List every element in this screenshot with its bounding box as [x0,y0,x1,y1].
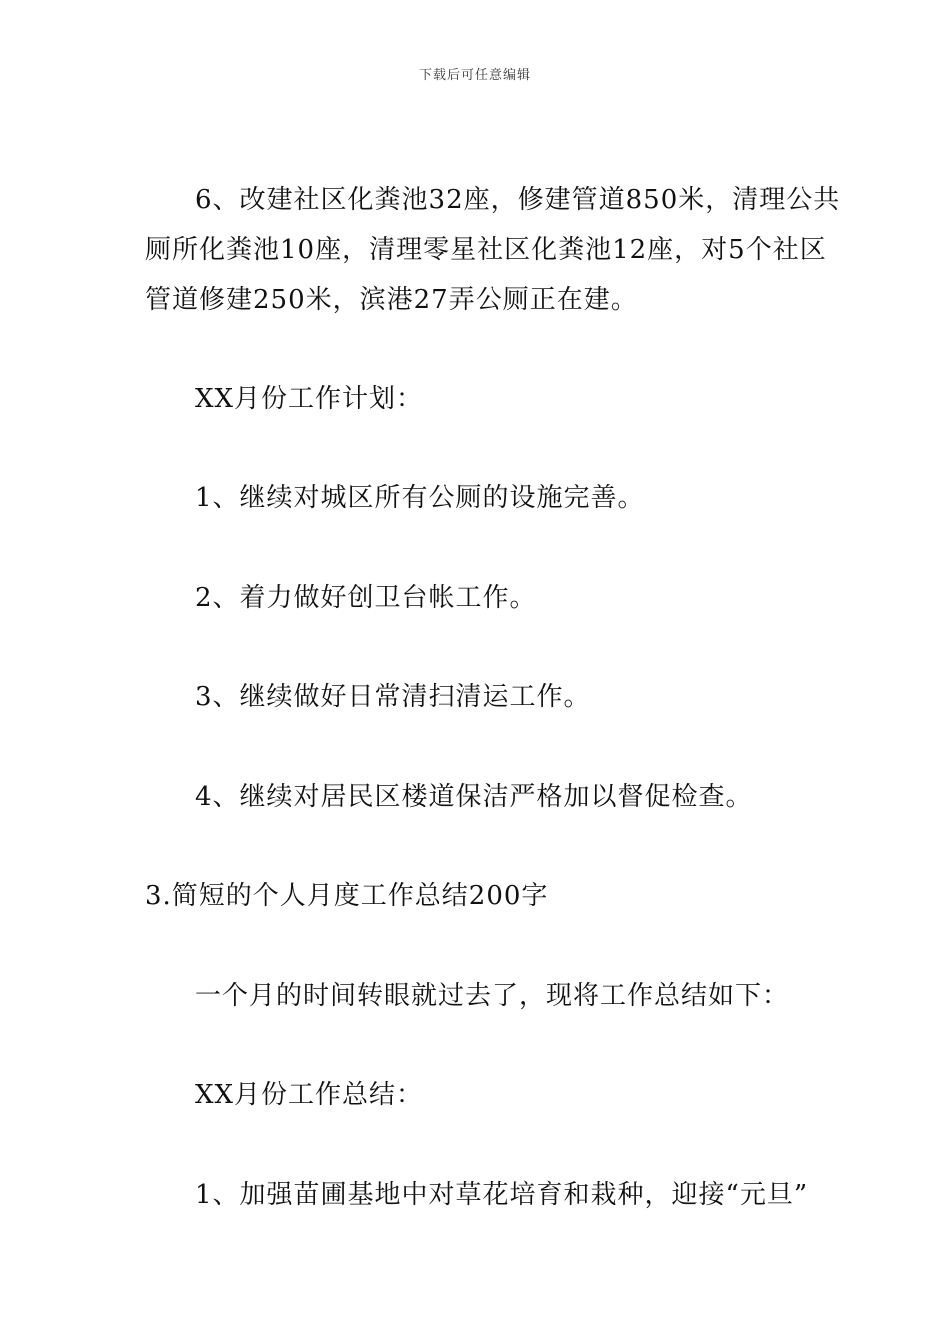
plan-item-3: 3、继续做好日常清扫清运工作。 [195,682,591,712]
plan-heading: XX月份工作计划： [195,384,424,414]
plan-item-2: 2、着力做好创卫台帐工作。 [195,583,537,613]
paragraph-6-line-3: 管道修建250米，滨港27弄公厕正在建。 [145,285,638,315]
plan-item-4: 4、继续对居民区楼道保洁严格加以督促检查。 [195,782,753,812]
plan-item-1: 1、继续对城区所有公厕的设施完善。 [195,483,645,513]
summary-heading: XX月份工作总结： [195,1080,424,1110]
page-header: 下载后可任意编辑 [418,68,531,83]
section-3-title: 3.简短的个人月度工作总结200字 [145,881,549,911]
paragraph-6-line-2: 厕所化粪池10座，清理零星社区化粪池12座，对5个社区 [145,235,827,265]
summary-intro: 一个月的时间转眼就过去了，现将工作总结如下： [195,981,790,1011]
paragraph-6-line-1: 6、改建社区化粪池32座，修建管道850米，清理公共 [195,185,841,215]
summary-item-1: 1、加强苗圃基地中对草花培育和栽种，迎接“元旦” [195,1180,809,1210]
